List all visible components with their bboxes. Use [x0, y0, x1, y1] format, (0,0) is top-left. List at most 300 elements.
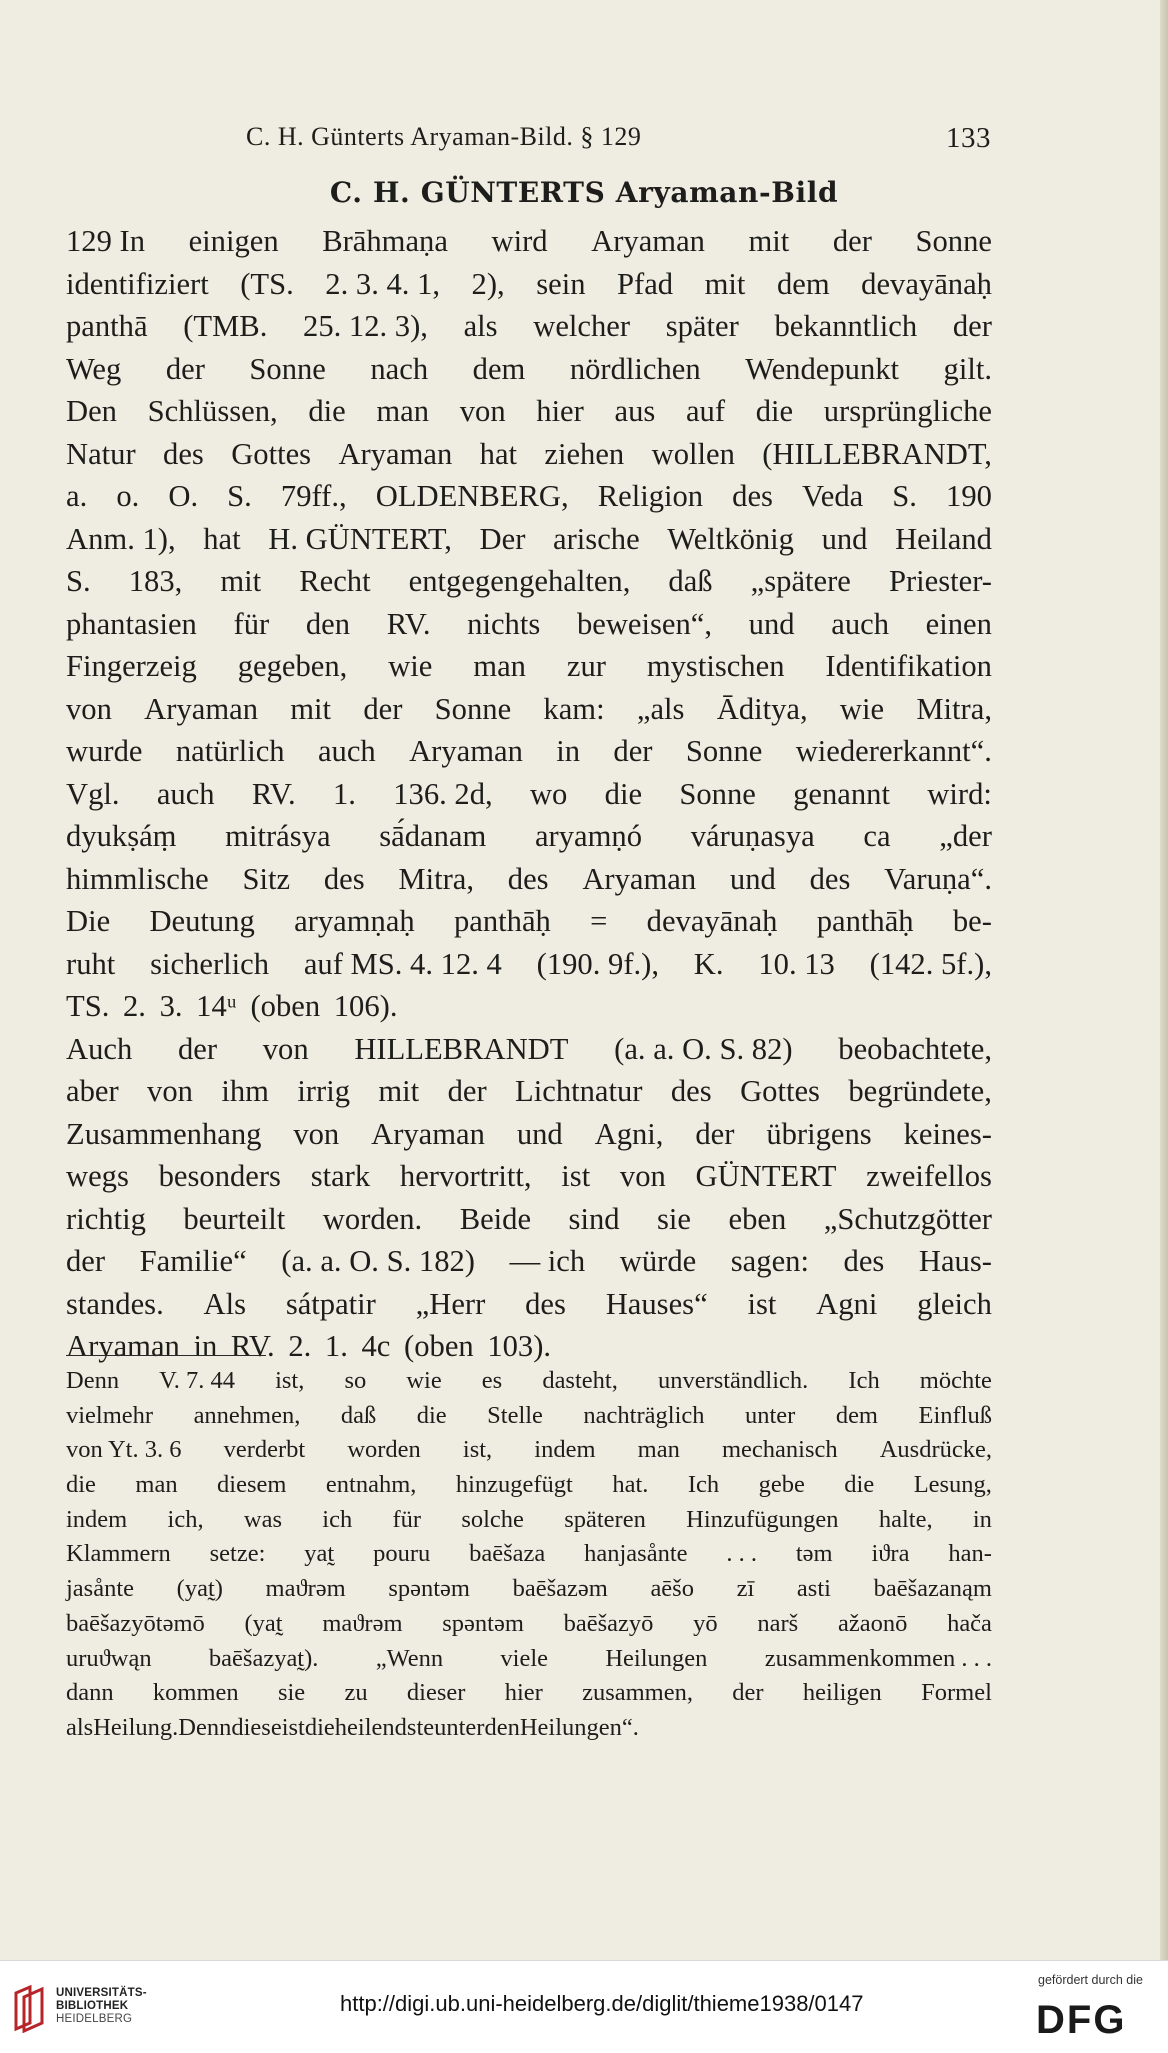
word: später	[665, 309, 739, 343]
word: welcher	[533, 309, 631, 343]
text-line	[66, 943, 992, 986]
word: sicherlich	[150, 946, 270, 981]
word: váruṇasya	[690, 819, 815, 853]
word: RV.	[251, 776, 296, 811]
word: Stelle	[487, 1401, 543, 1429]
text-line	[66, 1028, 992, 1071]
word: hanjasånte	[584, 1540, 688, 1568]
word: (a. a. O. S. 182)	[281, 1244, 475, 1278]
funder-caption: gefördert durch die	[1038, 1973, 1143, 1987]
word: übrigens	[766, 1116, 872, 1151]
word: Religion	[597, 479, 704, 513]
word: der	[832, 224, 872, 258]
text-line	[66, 1198, 992, 1241]
text-line	[66, 1537, 992, 1572]
word: der	[66, 1244, 106, 1278]
word: aber	[66, 1074, 119, 1108]
word: entnahm,	[325, 1471, 417, 1499]
word: natürlich	[175, 734, 285, 768]
word: Wendepunkt	[745, 351, 900, 386]
word: des	[507, 861, 549, 896]
word: aryamṇó	[534, 819, 642, 853]
word: von	[262, 1031, 309, 1066]
word: auch	[156, 776, 215, 811]
word: RV.	[386, 606, 431, 641]
word: baēšazyōtəmō	[66, 1609, 205, 1637]
word: worden	[347, 1436, 421, 1464]
word: viele	[500, 1644, 549, 1672]
word: ihm	[221, 1074, 269, 1108]
word: ist	[747, 1286, 777, 1321]
word: dem	[835, 1401, 878, 1429]
word: gebe	[758, 1471, 805, 1499]
word: wie	[406, 1367, 442, 1394]
word: richtig	[66, 1201, 146, 1236]
word: vielmehr	[66, 1401, 154, 1429]
word: wurde	[66, 734, 143, 768]
word: V. 7. 44	[159, 1367, 235, 1394]
word: Aryaman	[409, 734, 523, 768]
word: wollen	[651, 436, 735, 471]
text-line	[66, 1572, 992, 1607]
word: himmlische	[66, 861, 209, 896]
word: die	[308, 394, 346, 428]
text-line	[66, 305, 992, 348]
word: Brāhmaṇa	[322, 224, 448, 258]
word: begründete,	[848, 1074, 992, 1108]
word: die	[844, 1471, 875, 1499]
word: die	[416, 1401, 447, 1429]
word: Aryaman	[371, 1116, 485, 1151]
text-line	[66, 900, 992, 943]
word: die	[304, 1713, 335, 1741]
word: Sonne	[685, 734, 763, 768]
word: nach	[370, 351, 429, 386]
word: panthā	[66, 309, 148, 343]
word: unter	[744, 1401, 796, 1429]
word: in	[556, 734, 581, 768]
word: aryamṇaḥ	[294, 904, 415, 938]
word: Agni	[816, 1286, 878, 1321]
word: auf MS. 4. 12. 4	[303, 946, 502, 981]
word: Aryaman	[591, 224, 705, 258]
word: Identifikation	[825, 649, 992, 683]
word: hat	[203, 521, 241, 556]
word: es	[481, 1367, 503, 1394]
word: Aryaman	[582, 861, 697, 896]
word: təm	[795, 1540, 833, 1568]
page-number: 133	[946, 122, 991, 154]
word: verderbt	[223, 1436, 306, 1464]
word: ist	[561, 1159, 591, 1193]
word: Vgl.	[66, 776, 120, 811]
word: uruϑwąn	[66, 1644, 152, 1672]
word: S.	[227, 479, 252, 513]
text-line	[66, 1642, 992, 1677]
word: ziehen	[544, 436, 625, 471]
word: der	[613, 734, 653, 768]
word: Sonne	[434, 691, 512, 726]
text-line	[66, 475, 992, 518]
word: späteren	[564, 1505, 646, 1533]
word: und	[516, 1116, 563, 1151]
word: sátpatir	[285, 1286, 376, 1321]
word: der	[732, 1679, 764, 1707]
word: baēšazyō	[563, 1609, 654, 1637]
word: wird	[491, 224, 548, 258]
word: spəntəm	[388, 1575, 470, 1603]
text-line	[66, 1607, 992, 1642]
word: Beide	[459, 1201, 532, 1236]
word: annehmen,	[193, 1401, 301, 1429]
text-line	[66, 858, 992, 901]
word: Sonne	[915, 224, 992, 258]
word: 2. 3. 4. 1,	[325, 266, 441, 301]
word: nachträglich	[583, 1401, 705, 1429]
word: Āditya,	[716, 691, 808, 726]
word: sie	[657, 1201, 692, 1236]
word: keines-	[903, 1116, 992, 1151]
word: „der	[939, 819, 992, 853]
word: Recht	[299, 564, 371, 598]
word: der	[165, 351, 205, 386]
word: dann	[66, 1679, 114, 1707]
text-line	[66, 1325, 992, 1368]
word: hača	[947, 1609, 992, 1637]
text-line	[66, 730, 992, 773]
word: o.	[116, 479, 140, 513]
word: irrig	[297, 1074, 350, 1108]
word: devayānaḥ	[861, 266, 992, 301]
word: Hauses“	[605, 1286, 708, 1321]
word: Deutung	[149, 904, 255, 938]
word: dieser	[406, 1679, 466, 1707]
word: maϑrəm	[322, 1609, 403, 1637]
word: der	[447, 1074, 487, 1108]
word: des	[323, 861, 365, 896]
word: jasånte	[66, 1575, 135, 1603]
word: von	[147, 1074, 193, 1108]
word: Schlüssen,	[147, 394, 278, 428]
word: beobachtete,	[838, 1031, 992, 1066]
word: K.	[693, 946, 724, 981]
word: so	[344, 1367, 367, 1394]
word: Aryaman in RV. 2. 1. 4c (oben 103).	[66, 1329, 552, 1363]
text-line	[66, 348, 992, 391]
word: mit	[220, 564, 262, 598]
word: Sonne	[679, 776, 756, 811]
word: der	[177, 1031, 218, 1066]
word: asti	[796, 1575, 831, 1603]
word: Heilung.	[93, 1713, 179, 1741]
word: (190. 9f.),	[536, 946, 659, 981]
word: sein	[536, 266, 586, 301]
word: für	[392, 1505, 422, 1533]
word: des	[525, 1286, 566, 1321]
word: Lesung,	[913, 1471, 992, 1499]
word: die	[604, 776, 643, 811]
word: den	[305, 606, 351, 641]
word: H. GÜNTERT,	[268, 521, 452, 556]
word: Priester-	[888, 564, 992, 598]
word: die	[66, 1471, 96, 1499]
dfg-logo-text: DFG	[1036, 1998, 1127, 2039]
word: nichts	[467, 606, 541, 641]
word: setze:	[209, 1540, 266, 1568]
word: was	[243, 1505, 282, 1533]
word: und	[729, 861, 776, 896]
word: Ich	[848, 1367, 880, 1394]
word: dem	[472, 351, 526, 386]
word: des	[163, 436, 204, 471]
word: von	[293, 1116, 340, 1151]
word: panthāḥ	[453, 904, 551, 938]
text-line	[66, 688, 992, 731]
word: „spätere	[750, 564, 851, 598]
word: wie	[839, 691, 885, 726]
word: Mitra,	[398, 861, 475, 896]
word: zusammenkommen . . .	[764, 1644, 992, 1672]
word: mechanisch	[721, 1436, 838, 1464]
word: der	[363, 691, 403, 726]
word: aus	[614, 394, 656, 428]
word: von	[66, 691, 112, 726]
word: Fingerzeig	[66, 649, 197, 683]
word: kommen	[152, 1679, 239, 1707]
word: man	[135, 1471, 178, 1499]
word: solche	[461, 1505, 524, 1533]
word: Denn	[66, 1367, 120, 1394]
word: unter	[434, 1713, 485, 1741]
word: phantasien	[66, 606, 197, 641]
word: entgegengehalten,	[408, 564, 631, 598]
word: — ich	[509, 1244, 586, 1278]
word: pouru	[373, 1540, 431, 1568]
word: baēšazyat̰).	[208, 1644, 319, 1672]
text-line	[66, 433, 992, 476]
word: iϑra	[871, 1540, 910, 1568]
word: man	[473, 649, 526, 683]
word: yō	[693, 1609, 718, 1637]
text-line	[66, 1468, 992, 1503]
word: auch	[317, 734, 376, 768]
word: unverständlich.	[657, 1367, 809, 1394]
word: „Herr	[415, 1286, 486, 1321]
word: 10. 13	[758, 946, 835, 981]
text-line	[66, 1155, 992, 1198]
word: der	[695, 1116, 735, 1151]
word: auch	[831, 606, 889, 641]
word: nördlichen	[569, 351, 701, 386]
word: Mitra,	[916, 691, 992, 726]
word: gleich	[917, 1286, 992, 1321]
word: han-	[948, 1540, 992, 1568]
word: indem	[66, 1505, 128, 1533]
word: be-	[952, 904, 992, 938]
word: kam:	[543, 691, 605, 726]
word: ursprüngliche	[823, 394, 992, 428]
word: von	[459, 394, 506, 428]
word: heilendste	[334, 1713, 435, 1741]
word: zu	[344, 1679, 368, 1707]
word: Zusammenhang	[66, 1116, 262, 1151]
word: Als	[203, 1286, 247, 1321]
text-line	[66, 1283, 992, 1326]
word: (a. a. O. S. 82)	[614, 1031, 793, 1066]
word: 190	[946, 479, 992, 513]
word: Veda	[802, 479, 864, 513]
word: zusammen,	[582, 1679, 693, 1707]
word: von Yt. 3. 6	[66, 1436, 182, 1464]
word: ist,	[462, 1436, 493, 1464]
text-line	[66, 985, 992, 1028]
word: diese	[231, 1713, 282, 1741]
word: ruht	[66, 946, 116, 981]
word: daß	[340, 1401, 377, 1429]
word: aēšo	[650, 1575, 694, 1603]
main-paragraphs	[66, 220, 992, 1368]
word: zweifellos	[866, 1159, 992, 1193]
word: maϑrəm	[265, 1575, 346, 1603]
word: dem	[776, 266, 830, 301]
word: halte,	[878, 1505, 933, 1533]
word: die	[755, 394, 794, 428]
word: wie	[388, 649, 433, 683]
word: man	[637, 1436, 680, 1464]
text-line	[66, 773, 992, 816]
word: baēšaza	[469, 1540, 546, 1568]
word: Gottes	[231, 436, 312, 471]
word: hier	[536, 394, 584, 428]
word: Die	[66, 904, 111, 938]
word: Varuṇa“.	[884, 861, 992, 896]
word: dyukṣáṃ	[66, 819, 177, 853]
word: Haus-	[918, 1244, 992, 1278]
word: mystischen	[646, 649, 785, 683]
text-line	[66, 560, 992, 603]
word: würde	[619, 1244, 697, 1278]
university-library-logo-icon	[12, 1983, 48, 2033]
library-name-line1: UNIVERSITÄTS-	[56, 1987, 147, 1999]
word: mit	[378, 1074, 420, 1108]
text-line	[66, 518, 992, 561]
word: Heilungen	[605, 1644, 708, 1672]
word: 25. 12. 3),	[303, 309, 428, 343]
word: (TS.	[240, 266, 294, 301]
text-line	[66, 220, 992, 263]
word: standes.	[66, 1286, 164, 1321]
word: hat	[479, 436, 518, 471]
word: Ich	[687, 1471, 720, 1499]
word: ist,	[275, 1367, 305, 1394]
word: Einfluß	[918, 1401, 992, 1429]
word: Der	[479, 521, 526, 556]
word: indem	[534, 1436, 596, 1464]
footnote-rule	[66, 1355, 266, 1356]
word: Formel	[921, 1679, 992, 1707]
library-name-line2: BIBLIOTHEK	[56, 2000, 129, 2012]
library-name-line3: HEIDELBERG	[56, 2013, 133, 2025]
running-head	[246, 122, 991, 158]
word: wegs	[66, 1159, 129, 1193]
word: Lichtnatur	[515, 1074, 643, 1108]
word: sagen:	[730, 1244, 809, 1278]
word: als	[66, 1713, 94, 1741]
word: 1.	[332, 776, 356, 811]
word: für	[233, 606, 270, 641]
word: baēšazəm	[512, 1575, 608, 1603]
word: beurteilt	[183, 1201, 286, 1236]
word: man	[376, 394, 430, 428]
text-line	[66, 1433, 992, 1468]
word: (HILLEBRANDT,	[762, 436, 992, 471]
word: a.	[66, 479, 88, 513]
word: spəntəm	[442, 1609, 524, 1637]
text-line	[66, 1113, 992, 1156]
word: sie	[277, 1679, 306, 1707]
word: (yat̰)	[176, 1575, 223, 1603]
word: hier	[504, 1679, 543, 1707]
word: =	[590, 904, 608, 938]
word: wo	[529, 776, 568, 811]
word: genannt	[793, 776, 890, 811]
word: Heiland	[895, 521, 992, 556]
word: baēšazanąm	[873, 1575, 992, 1603]
library-name	[56, 1987, 147, 2026]
footnote-paragraph	[66, 1364, 992, 1746]
text-line	[66, 1399, 992, 1434]
dfg-logo-icon	[1036, 1995, 1148, 2039]
word: des	[809, 861, 851, 896]
word: Heilungen“.	[519, 1713, 639, 1741]
word: hinzugefügt	[455, 1471, 573, 1499]
word: HILLEBRANDT	[354, 1031, 569, 1066]
word: Aryaman	[144, 691, 258, 726]
word: diesem	[217, 1471, 287, 1499]
word: ist	[281, 1713, 305, 1741]
text-line	[66, 815, 992, 858]
word: 129 In	[66, 224, 146, 258]
word: daß	[668, 564, 713, 598]
word: ich	[322, 1505, 353, 1533]
permalink-url[interactable]: http://digi.ub.uni-heidelberg.de/diglit/thieme1938/0147	[340, 1991, 864, 2016]
text-line	[66, 603, 992, 646]
word: Natur	[66, 436, 136, 471]
word: S.	[66, 564, 91, 598]
word: sā́danam	[379, 819, 487, 853]
word: „als	[636, 691, 685, 726]
word: Agni,	[594, 1116, 664, 1151]
text-line	[66, 645, 992, 688]
word: Hinzufügungen	[686, 1505, 839, 1533]
word: den	[484, 1713, 520, 1741]
word: narš	[757, 1609, 799, 1637]
word: zī	[736, 1575, 755, 1603]
text-line	[66, 1503, 992, 1538]
word: gegeben,	[237, 649, 348, 683]
word: TS. 2. 3. 14ᵘ (oben 106).	[66, 989, 398, 1023]
word: ca	[863, 819, 891, 853]
text-line	[66, 1711, 992, 1746]
word: dasteht,	[542, 1367, 618, 1394]
word: und	[748, 606, 795, 641]
word: ažaonō	[837, 1609, 908, 1637]
word: zur	[566, 649, 606, 683]
word: beweisen“,	[576, 606, 712, 641]
word: identifiziert	[66, 266, 209, 301]
text-line	[66, 390, 992, 433]
word: Weg	[66, 351, 122, 386]
